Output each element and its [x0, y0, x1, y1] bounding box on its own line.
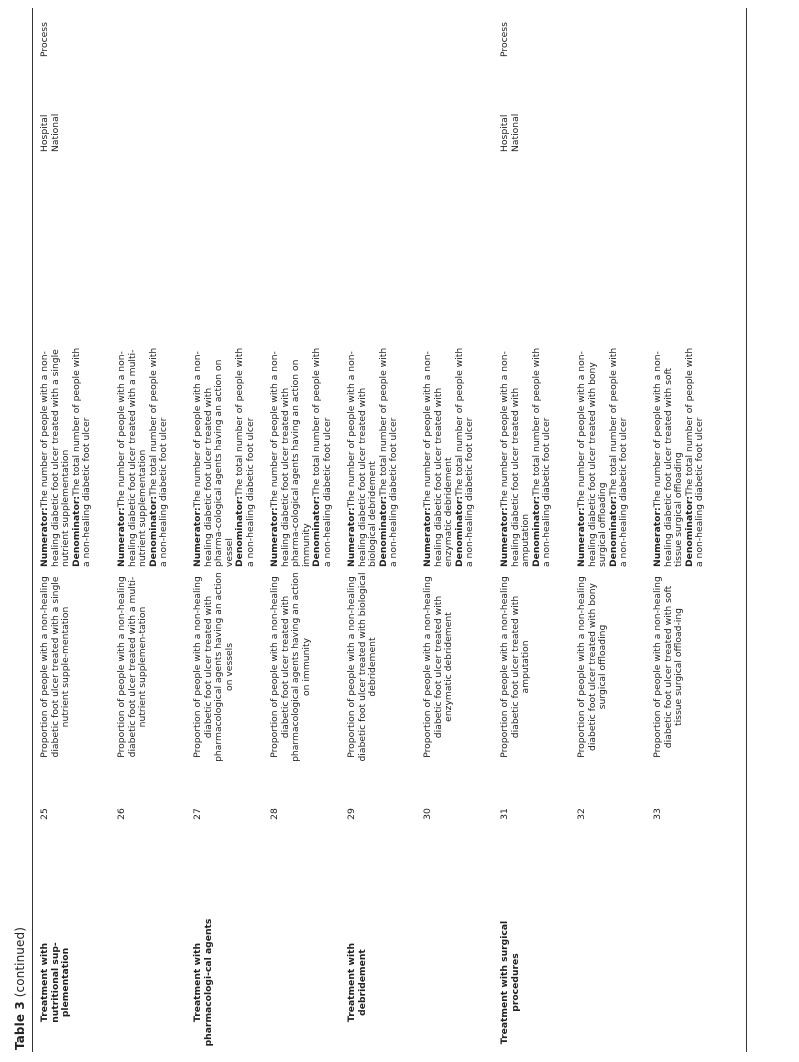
type-text: Process — [499, 22, 510, 57]
table-bottom-rule — [746, 8, 747, 1052]
row-indicator — [193, 572, 235, 762]
level-text: Hospital National — [39, 113, 61, 152]
row-number — [40, 794, 51, 834]
denominator-text: The total number of people with a non-healing diabetic foot ulcer — [234, 347, 256, 567]
denominator-label: Denominator: — [530, 495, 542, 567]
denominator-text: The total number of people with a non-healing diabetic foot ulcer — [311, 347, 333, 567]
denominator-text: The total number of people with a non-healing diabetic foot ulcer — [147, 347, 170, 567]
indicator-number: 27 — [192, 808, 203, 820]
row-number — [500, 794, 511, 834]
denominator-label: Denominator: — [70, 495, 82, 567]
domain-text: Treatment with nutritional sup-plementation — [39, 942, 72, 1023]
denominator-label: Denominator: — [683, 495, 695, 567]
denominator-label: Denominator: — [453, 495, 465, 567]
numerator-text: The number of people with a non-healing diabetic foot ulcer treated with a single nutrient supplementation — [39, 349, 72, 567]
numerator-label: Numerator: — [346, 507, 357, 567]
row-domain — [347, 915, 368, 1050]
denominator-label: Denominator: — [377, 495, 389, 567]
row-number — [423, 794, 434, 834]
row-number — [117, 794, 128, 834]
numerator-text: The number of people with a non-healing diabetic foot ulcer treated with pharma-cological agents having an action on immunity — [269, 351, 312, 567]
indicator-number: 29 — [346, 808, 357, 820]
table-top-rule — [32, 8, 33, 1052]
numerator-label: Numerator: — [116, 507, 127, 567]
indicator-number: 28 — [269, 808, 280, 820]
row-type — [500, 7, 511, 57]
domain-text: Treatment with debridement — [346, 942, 368, 1023]
numerator-label: Numerator: — [269, 507, 280, 567]
row-definition — [117, 347, 170, 567]
domain-text: Treatment with surgical procedures — [499, 920, 521, 1045]
row-indicator — [653, 572, 685, 762]
numerator-text: The number of people with a non-healing diabetic foot ulcer treated with a multi-nutrient supplementation — [116, 349, 149, 567]
row-domain — [193, 915, 214, 1050]
row-number — [347, 794, 358, 834]
denominator-text: The total number of people with a non-healing diabetic foot ulcer — [530, 347, 553, 567]
indicator-text: Proportion of people with a non-healing diabetic foot ulcer treated with biological debridement — [346, 572, 379, 762]
row-indicator — [347, 572, 379, 762]
row-indicator — [500, 572, 532, 762]
denominator-text: The total number of people with a non-healing diabetic foot ulcer — [453, 347, 476, 567]
level-text: Hospital National — [499, 113, 521, 152]
indicator-number: 32 — [576, 808, 587, 820]
row-definition — [270, 347, 334, 567]
denominator-label: Denominator: — [607, 495, 619, 567]
denominator-text: The total number of people with a non-healing diabetic foot ulcer — [377, 347, 400, 567]
row-definition — [577, 347, 630, 567]
numerator-text: The number of people with a non-healing diabetic foot ulcer treated with pharma-cological agents having an action on vessel — [192, 351, 235, 567]
row-definition — [423, 347, 476, 567]
row-indicator — [270, 572, 312, 762]
numerator-label: Numerator: — [39, 507, 50, 567]
indicator-text: Proportion of people with a non-healing diabetic foot ulcer treated with amputation — [499, 576, 532, 758]
row-number — [270, 794, 281, 834]
numerator-text: The number of people with a non-healing diabetic foot ulcer treated with soft tissue surgical offloading — [652, 351, 685, 567]
indicator-text: Proportion of people with a non-healing diabetic foot ulcer treated with a multi-nutrient supplemen-tation — [116, 576, 149, 758]
row-level — [500, 92, 521, 152]
indicator-number: 25 — [39, 808, 50, 820]
row-definition — [653, 347, 706, 567]
row-type — [40, 7, 51, 57]
table-label: Table 3 — [13, 1001, 27, 1050]
denominator-text: The total number of people with a non-healing diabetic foot ulcer — [683, 347, 706, 567]
numerator-label: Numerator: — [422, 507, 433, 567]
row-indicator — [423, 572, 455, 762]
numerator-label: Numerator: — [192, 507, 203, 567]
indicator-number: 26 — [116, 808, 127, 820]
table-caption — [13, 927, 27, 1050]
row-number — [577, 794, 588, 834]
row-level — [40, 92, 61, 152]
row-indicator — [577, 572, 609, 762]
indicator-text: Proportion of people with a non-healing diabetic foot ulcer treated with pharmacological agents having an action on vessels — [192, 572, 235, 762]
row-indicator — [117, 572, 149, 762]
indicator-text: Proportion of people with a non-healing diabetic foot ulcer treated with pharmacological agents having an action on immunity — [269, 572, 312, 762]
row-definition — [40, 347, 93, 567]
indicator-text: Proportion of people with a non-healing diabetic foot ulcer treated with soft tissue surgical offload-ing — [652, 576, 685, 758]
row-domain — [500, 915, 521, 1050]
numerator-label: Numerator: — [499, 507, 510, 567]
table-continued-note: (continued) — [13, 927, 27, 998]
row-domain — [40, 915, 72, 1050]
denominator-text: The total number of people with a non-healing diabetic foot ulcer — [607, 347, 630, 567]
denominator-label: Denominator: — [311, 495, 323, 567]
numerator-text: The number of people with a non-healing diabetic foot ulcer treated with amputation — [499, 351, 532, 567]
row-definition — [347, 347, 400, 567]
numerator-text: The number of people with a non-healing diabetic foot ulcer treated with biological debridement — [346, 351, 379, 567]
row-definition — [193, 347, 257, 567]
numerator-label: Numerator: — [652, 507, 663, 567]
row-number — [193, 794, 204, 834]
row-indicator — [40, 572, 72, 762]
indicator-text: Proportion of people with a non-healing diabetic foot ulcer treated with a single nutrient supple-mentation — [39, 576, 72, 758]
denominator-label: Denominator: — [147, 495, 159, 567]
indicator-number: 30 — [422, 808, 433, 820]
type-text: Process — [39, 22, 50, 57]
denominator-label: Denominator: — [234, 495, 246, 567]
indicator-text: Proportion of people with a non-healing diabetic foot ulcer treated with bony surgical offloading — [576, 576, 609, 758]
indicator-number: 31 — [499, 808, 510, 820]
indicator-text: Proportion of people with a non-healing diabetic foot ulcer treated with enzymatic debridement — [422, 576, 455, 758]
indicator-number: 33 — [652, 808, 663, 820]
row-number — [653, 794, 664, 834]
denominator-text: The total number of people with a non-healing diabetic foot ulcer — [70, 347, 93, 567]
row-definition — [500, 347, 553, 567]
numerator-text: The number of people with a non-healing diabetic foot ulcer treated with enzymatic debridement — [422, 351, 455, 567]
domain-text: Treatment with pharmacologi-cal agents — [192, 918, 214, 1047]
numerator-text: The number of people with a non-healing diabetic foot ulcer treated with bony surgical offloading — [576, 351, 609, 567]
numerator-label: Numerator: — [576, 507, 587, 567]
